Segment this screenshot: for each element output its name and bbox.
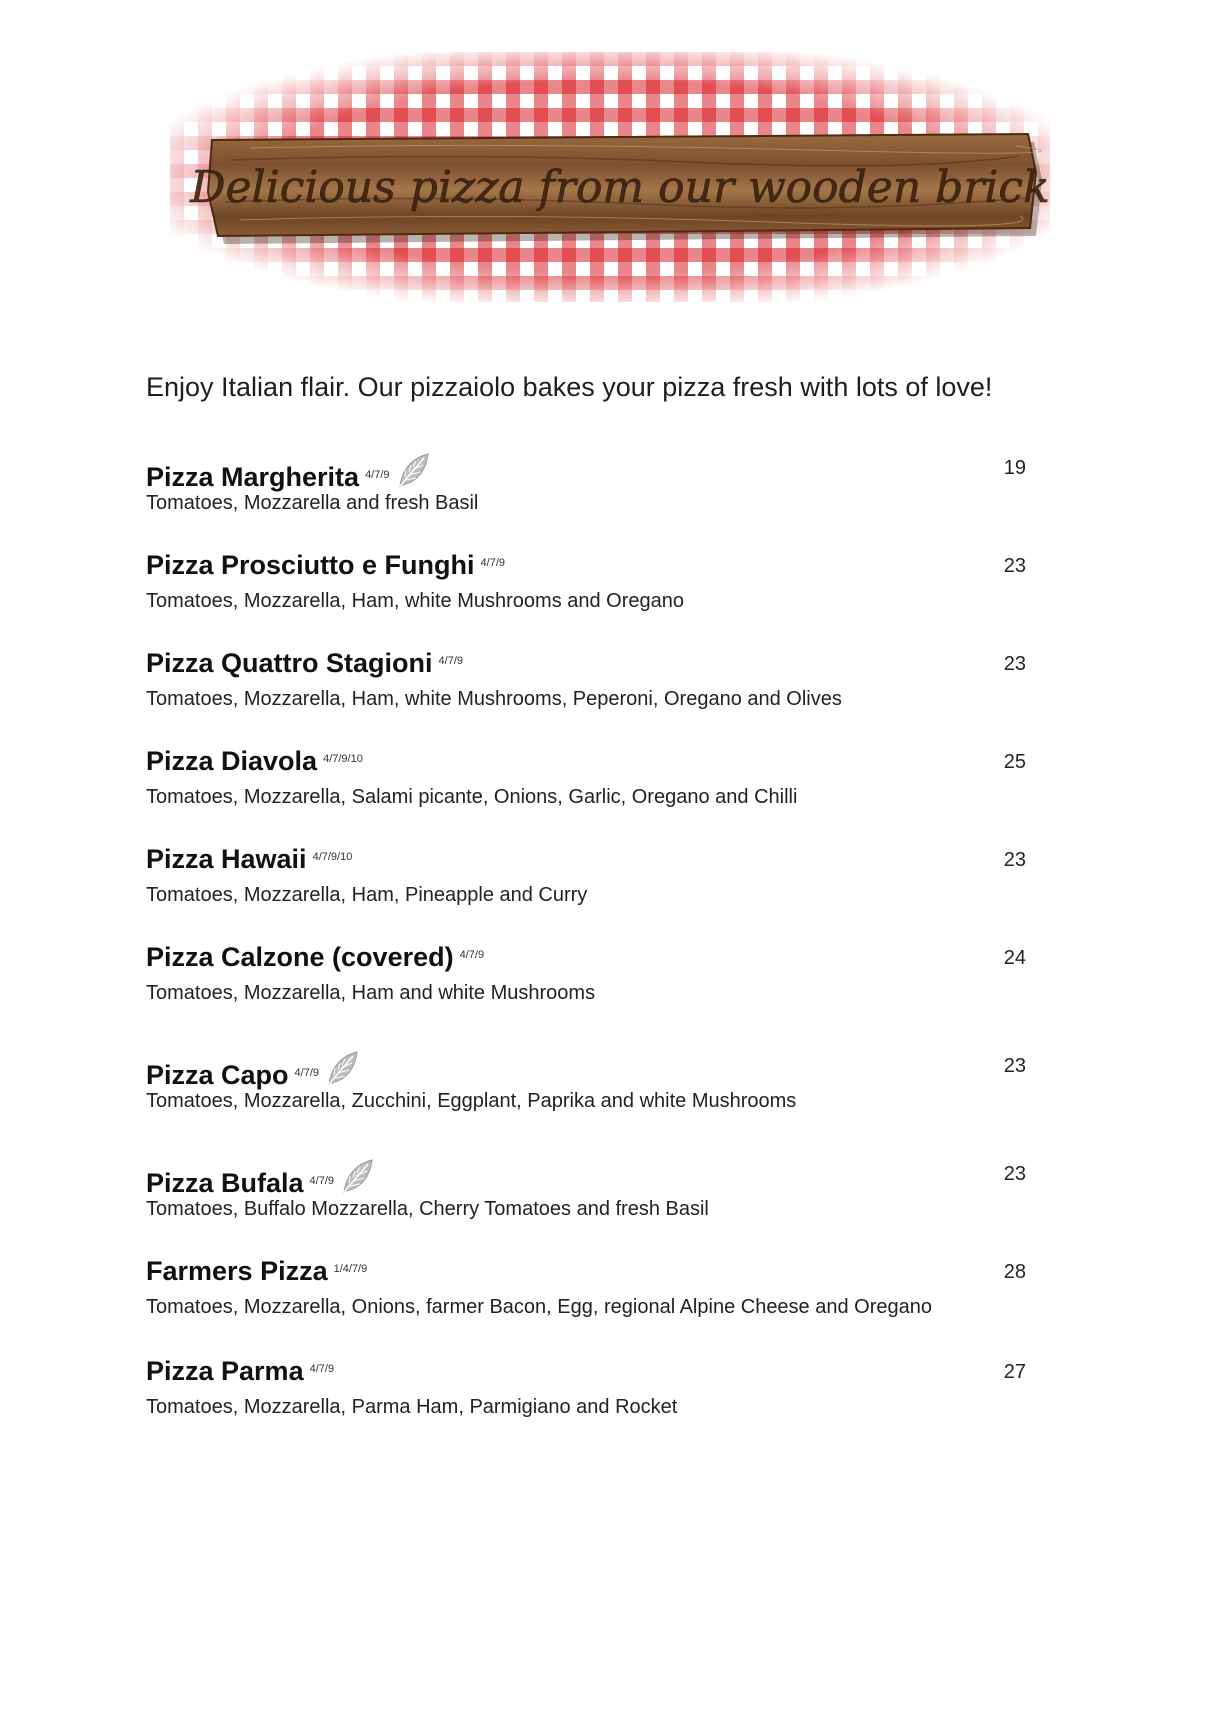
menu-item-name: Pizza Quattro Stagioni bbox=[146, 648, 433, 678]
menu-item-price: 27 bbox=[1003, 1361, 1026, 1383]
banner-graphic bbox=[170, 52, 1050, 302]
allergen-codes: 1/4/7/9 bbox=[333, 1263, 368, 1275]
menu-item-price: 24 bbox=[1003, 947, 1026, 969]
allergen-codes: 4/7/9 bbox=[365, 469, 390, 481]
menu-item bbox=[146, 452, 1026, 512]
menu-item-price: 23 bbox=[1003, 653, 1026, 675]
menu-item bbox=[146, 550, 1026, 610]
menu-item-name-line bbox=[146, 452, 430, 492]
menu-item-description: Tomatoes, Mozzarella, Parma Ham, Parmigiano and Rocket bbox=[146, 1396, 678, 1418]
menu-item bbox=[146, 746, 1026, 806]
allergen-codes: 4/7/9/10 bbox=[312, 851, 353, 863]
menu-item-description: Tomatoes, Mozzarella, Ham, white Mushrooms and Oregano bbox=[146, 590, 685, 612]
menu-item-price: 28 bbox=[1003, 1261, 1026, 1283]
menu-item bbox=[146, 1256, 1026, 1316]
menu-item-price: 25 bbox=[1003, 751, 1026, 773]
menu-item bbox=[146, 1158, 1026, 1218]
menu-item-name-line bbox=[146, 550, 505, 586]
allergen-codes: 4/7/9 bbox=[480, 557, 505, 569]
menu-item-name-line bbox=[146, 844, 352, 880]
allergen-codes: 4/7/9 bbox=[309, 1363, 335, 1375]
menu-item-description: Tomatoes, Mozzarella, Ham, Pineapple and Curry bbox=[146, 884, 588, 906]
menu-item-name-line bbox=[146, 1256, 367, 1292]
allergen-codes: 4/7/9 bbox=[309, 1175, 335, 1187]
banner-title: Delicious pizza from our wooden brick bbox=[190, 162, 1050, 213]
vegetarian-leaf-icon bbox=[340, 1158, 374, 1199]
menu-item-name-line bbox=[146, 942, 484, 978]
allergen-codes: 4/7/9 bbox=[294, 1067, 319, 1079]
menu-item-name: Pizza Diavola bbox=[146, 746, 318, 776]
menu-item bbox=[146, 1356, 1026, 1416]
menu-item-description: Tomatoes, Mozzarella, Zucchini, Eggplant, Paprika and white Mushrooms bbox=[146, 1090, 797, 1112]
menu-item-name: Farmers Pizza bbox=[146, 1256, 328, 1286]
header-banner bbox=[170, 52, 1050, 302]
vegetarian-leaf-icon bbox=[396, 452, 430, 493]
menu-item bbox=[146, 844, 1026, 904]
menu-item-description: Tomatoes, Mozzarella, Ham and white Mushrooms bbox=[146, 982, 596, 1004]
menu-item-name-line bbox=[146, 1050, 359, 1090]
menu-item-name: Pizza Calzone (covered) bbox=[146, 942, 454, 972]
menu-item bbox=[146, 648, 1026, 708]
menu-item-name-line bbox=[146, 1356, 334, 1392]
menu-item bbox=[146, 942, 1026, 1002]
menu-item-description: Tomatoes, Mozzarella, Onions, farmer Bacon, Egg, regional Alpine Cheese and Oregano bbox=[146, 1296, 932, 1318]
menu-item-name-line bbox=[146, 1158, 374, 1198]
menu-item-description: Tomatoes, Mozzarella, Ham, white Mushrooms, Peperoni, Oregano and Olives bbox=[146, 688, 842, 710]
intro-text: Enjoy Italian flair. Our pizzaiolo bakes your pizza fresh with lots of love! bbox=[146, 372, 993, 402]
menu-item-name-line bbox=[146, 746, 363, 782]
menu-item-price: 23 bbox=[1003, 849, 1026, 871]
menu-item-name: Pizza Bufala bbox=[146, 1168, 304, 1198]
menu-item-name: Pizza Prosciutto e Funghi bbox=[146, 550, 475, 580]
menu-item-price: 23 bbox=[1003, 555, 1026, 577]
menu-item-description: Tomatoes, Mozzarella and fresh Basil bbox=[146, 492, 479, 514]
menu-item-name: Pizza Parma bbox=[146, 1356, 304, 1386]
menu-item-price: 19 bbox=[1003, 457, 1026, 479]
allergen-codes: 4/7/9 bbox=[438, 655, 463, 667]
menu-item-description: Tomatoes, Mozzarella, Salami picante, Onions, Garlic, Oregano and Chilli bbox=[146, 786, 798, 808]
menu-item-name: Pizza Margherita bbox=[146, 462, 360, 492]
menu-item-name: Pizza Hawaii bbox=[146, 844, 307, 874]
vegetarian-leaf-icon bbox=[325, 1050, 359, 1091]
menu-item-price: 23 bbox=[1003, 1055, 1026, 1077]
menu-item-name: Pizza Capo bbox=[146, 1060, 289, 1090]
allergen-codes: 4/7/9/10 bbox=[323, 753, 363, 765]
menu-item bbox=[146, 1050, 1026, 1110]
menu-item-name-line bbox=[146, 648, 463, 684]
menu-item-price: 23 bbox=[1003, 1163, 1026, 1185]
menu-item-description: Tomatoes, Buffalo Mozzarella, Cherry Tomatoes and fresh Basil bbox=[146, 1198, 709, 1220]
allergen-codes: 4/7/9 bbox=[459, 949, 485, 961]
